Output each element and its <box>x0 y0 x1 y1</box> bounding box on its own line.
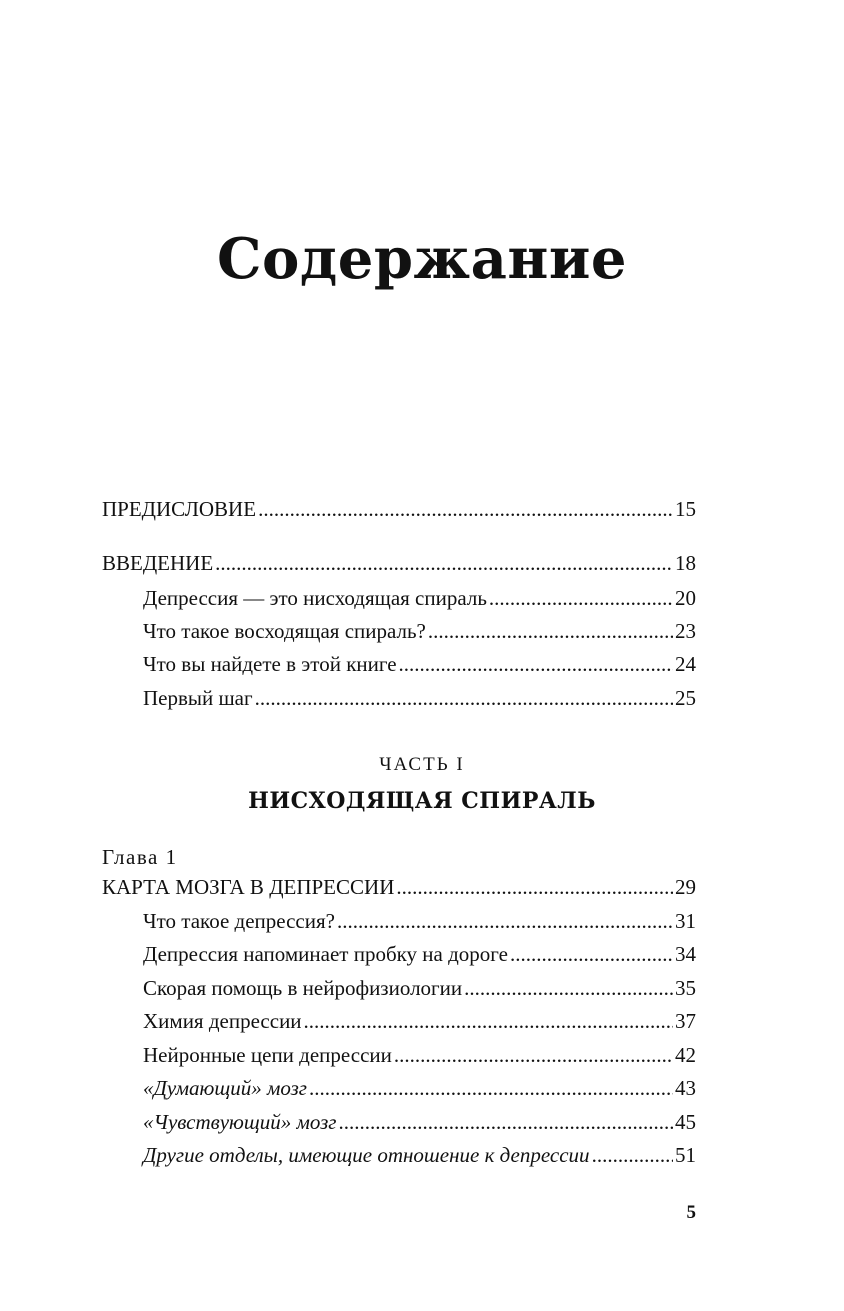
toc-entry[interactable] <box>143 1041 696 1069</box>
toc-entry[interactable] <box>143 940 696 968</box>
dot-leader <box>309 1074 673 1102</box>
toc-entry-label: Что такое восходящая спираль? <box>143 619 426 643</box>
toc-entry-label: Химия депрессии <box>143 1009 302 1033</box>
dot-leader <box>428 617 673 645</box>
toc-entry-page: 43 <box>675 1076 696 1100</box>
toc-entry-page: 20 <box>675 586 696 610</box>
dot-leader <box>337 907 673 935</box>
dot-leader <box>258 495 673 523</box>
dot-leader <box>464 974 673 1002</box>
part-title: НИСХОДЯЩАЯ СПИРАЛЬ <box>248 788 596 814</box>
toc-entry-page: 45 <box>675 1110 696 1134</box>
chapter-label: Глава 1 <box>102 845 178 869</box>
toc-entry-page: 25 <box>675 686 696 710</box>
toc-entry-label: Скорая помощь в нейрофизиологии <box>143 976 463 1000</box>
toc-entry-label: Первый шаг <box>143 686 253 710</box>
toc-entry[interactable] <box>143 907 696 935</box>
toc-entry-page: 35 <box>675 976 696 1000</box>
dot-leader <box>394 1041 673 1069</box>
toc-entry[interactable] <box>143 1007 696 1035</box>
toc-entry-label: «Чувствующий» мозг <box>143 1110 337 1134</box>
toc-entry-page: 51 <box>675 1143 696 1167</box>
toc-entry-page: 24 <box>675 652 696 676</box>
toc-entry-subsection[interactable] <box>143 1074 696 1102</box>
dot-leader <box>510 940 673 968</box>
toc-entry-introduction[interactable] <box>102 549 696 577</box>
toc-entry-page: 34 <box>675 942 696 966</box>
toc-entry[interactable] <box>143 650 696 678</box>
toc-entry-page: 42 <box>675 1043 696 1067</box>
toc-entry-page: 23 <box>675 619 696 643</box>
toc-entry-label: Что такое депрессия? <box>143 909 335 933</box>
dot-leader <box>215 549 673 577</box>
toc-entry-page: 29 <box>675 875 696 899</box>
toc-entry[interactable] <box>143 584 696 612</box>
dot-leader <box>304 1007 673 1035</box>
toc-entry-preface[interactable] <box>102 495 696 523</box>
dot-leader <box>592 1141 673 1169</box>
toc-entry[interactable] <box>143 974 696 1002</box>
toc-entry[interactable] <box>143 617 696 645</box>
toc-entry-page: 31 <box>675 909 696 933</box>
toc-entry-label: «Думающий» мозг <box>143 1076 307 1100</box>
dot-leader <box>338 1108 673 1136</box>
toc-entry-label: Другие отделы, имеющие отношение к депрессии <box>143 1143 590 1167</box>
toc-entry-chapter[interactable] <box>102 873 696 901</box>
toc-entry-label: Что вы найдете в этой книге <box>143 652 397 676</box>
page-number: 5 <box>686 1202 696 1223</box>
toc-entry[interactable] <box>143 684 696 712</box>
toc-entry-subsection[interactable] <box>143 1141 696 1169</box>
toc-entry-label: Депрессия напоминает пробку на дороге <box>143 942 508 966</box>
page-title: Содержание <box>216 226 627 292</box>
toc-entry-page: 37 <box>675 1009 696 1033</box>
toc-entry-label: Нейронные цепи депрессии <box>143 1043 392 1067</box>
dot-leader <box>399 650 673 678</box>
toc-entry-subsection[interactable] <box>143 1108 696 1136</box>
dot-leader <box>489 584 673 612</box>
toc-entry-page: 15 <box>675 497 696 521</box>
toc-entry-label: ПРЕДИСЛОВИЕ <box>102 497 257 521</box>
dot-leader <box>255 684 673 712</box>
part-label: ЧАСТЬ I <box>379 754 465 775</box>
toc-entry-label: Депрессия — это нисходящая спираль <box>143 586 487 610</box>
toc-entry-label: КАРТА МОЗГА В ДЕПРЕССИИ <box>102 875 395 899</box>
toc-entry-page: 18 <box>675 551 696 575</box>
dot-leader <box>396 873 673 901</box>
toc-entry-label: ВВЕДЕНИЕ <box>102 551 214 575</box>
